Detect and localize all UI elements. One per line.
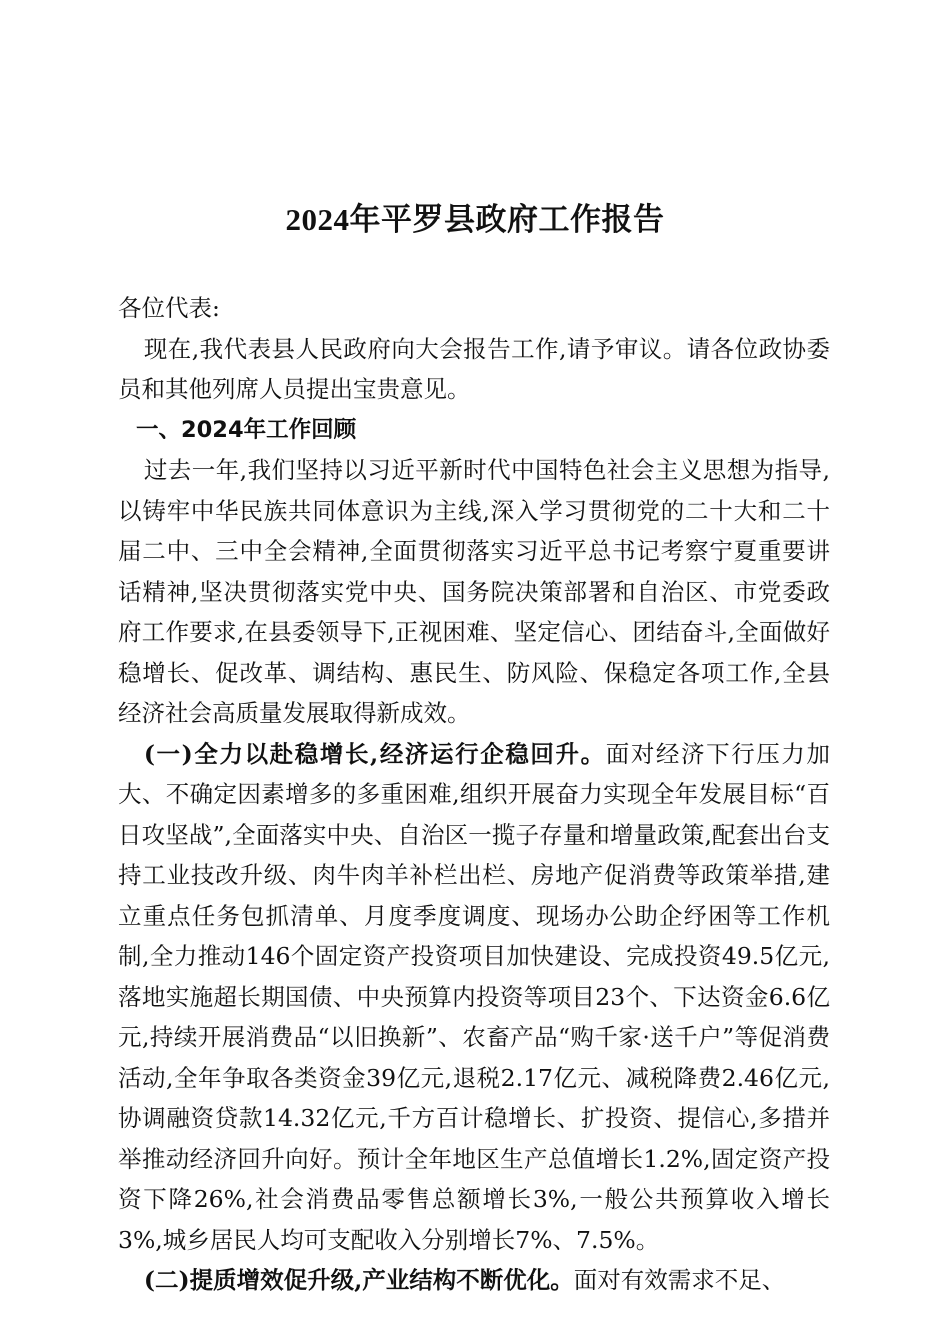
subsection-1-body: 面对经济下行压力加大、不确定因素增多的多重困难,组织开展奋力实现全年发展目标“百日攻坚战”,全面落实中央、自治区一揽子存量和增量政策,配套出台支持工业技改升级、肉牛肉羊补栏出栏、房地产促消费等政策举措,建立重点任务包抓清单、月度季度调度、现场办公助企纾困等工作机制,全力推动146个固定资产投资项目加快建设、完成投资49.5亿元,落地实施超长期国债、中央预算内投资等项目23个、下达资金6.6亿元,持续开展消费品“以旧换新”、农畜产品“购千家·送千户”等促消费活动,全年争取各类资金39亿元,退税2.17亿元、减税降费2.46亿元,协调融资贷款14.32亿元,千方百计稳增长、扩投资、提信心,多措并举推动经济回升向好。预计全年地区生产总值增长1.2%,固定资产投资下降26%,社会消费品零售总额增长3%,一般公共预算收入增长3%,城乡居民人均可支配收入分别增长7%、7.5%。 bbox=[118, 739, 830, 1254]
document-body bbox=[118, 288, 830, 1301]
document-title: 2024年平罗县政府工作报告 bbox=[285, 202, 665, 237]
intro-paragraph: 现在,我代表县人民政府向大会报告工作,请予审议。请各位政协委员和其他列席人员提出宝贵意见。 bbox=[118, 334, 830, 403]
subsection-2-body: 面对有效需求不足、 bbox=[573, 1266, 786, 1294]
subsection-1-title: (一)全力以赴稳增长,经济运行企稳回升。 bbox=[143, 739, 606, 768]
salutation: 各位代表: bbox=[118, 294, 220, 322]
section-heading: 一、2024年工作回顾 bbox=[136, 416, 357, 443]
subsection-2-paragraph bbox=[118, 1260, 830, 1301]
subsection-2-title: (二)提质增效促升级,产业结构不断优化。 bbox=[143, 1266, 574, 1294]
section-intro-paragraph: 过去一年,我们坚持以习近平新时代中国特色社会主义思想为指导,以铸牢中华民族共同体意识为主线,深入学习贯彻党的二十大和二十届二中、三中全会精神,全面贯彻落实习近平总书记考察宁夏重要讲话精神,坚决贯彻落实党中央、国务院决策部署和自治区、市党委政府工作要求,在县委领导下,正视困难、坚定信心、团结奋斗,全面做好稳增长、促改革、调结构、惠民生、防风险、保稳定各项工作,全县经济社会高质量发展取得新成效。 bbox=[118, 456, 830, 727]
subsection-1-paragraph bbox=[118, 734, 830, 1261]
